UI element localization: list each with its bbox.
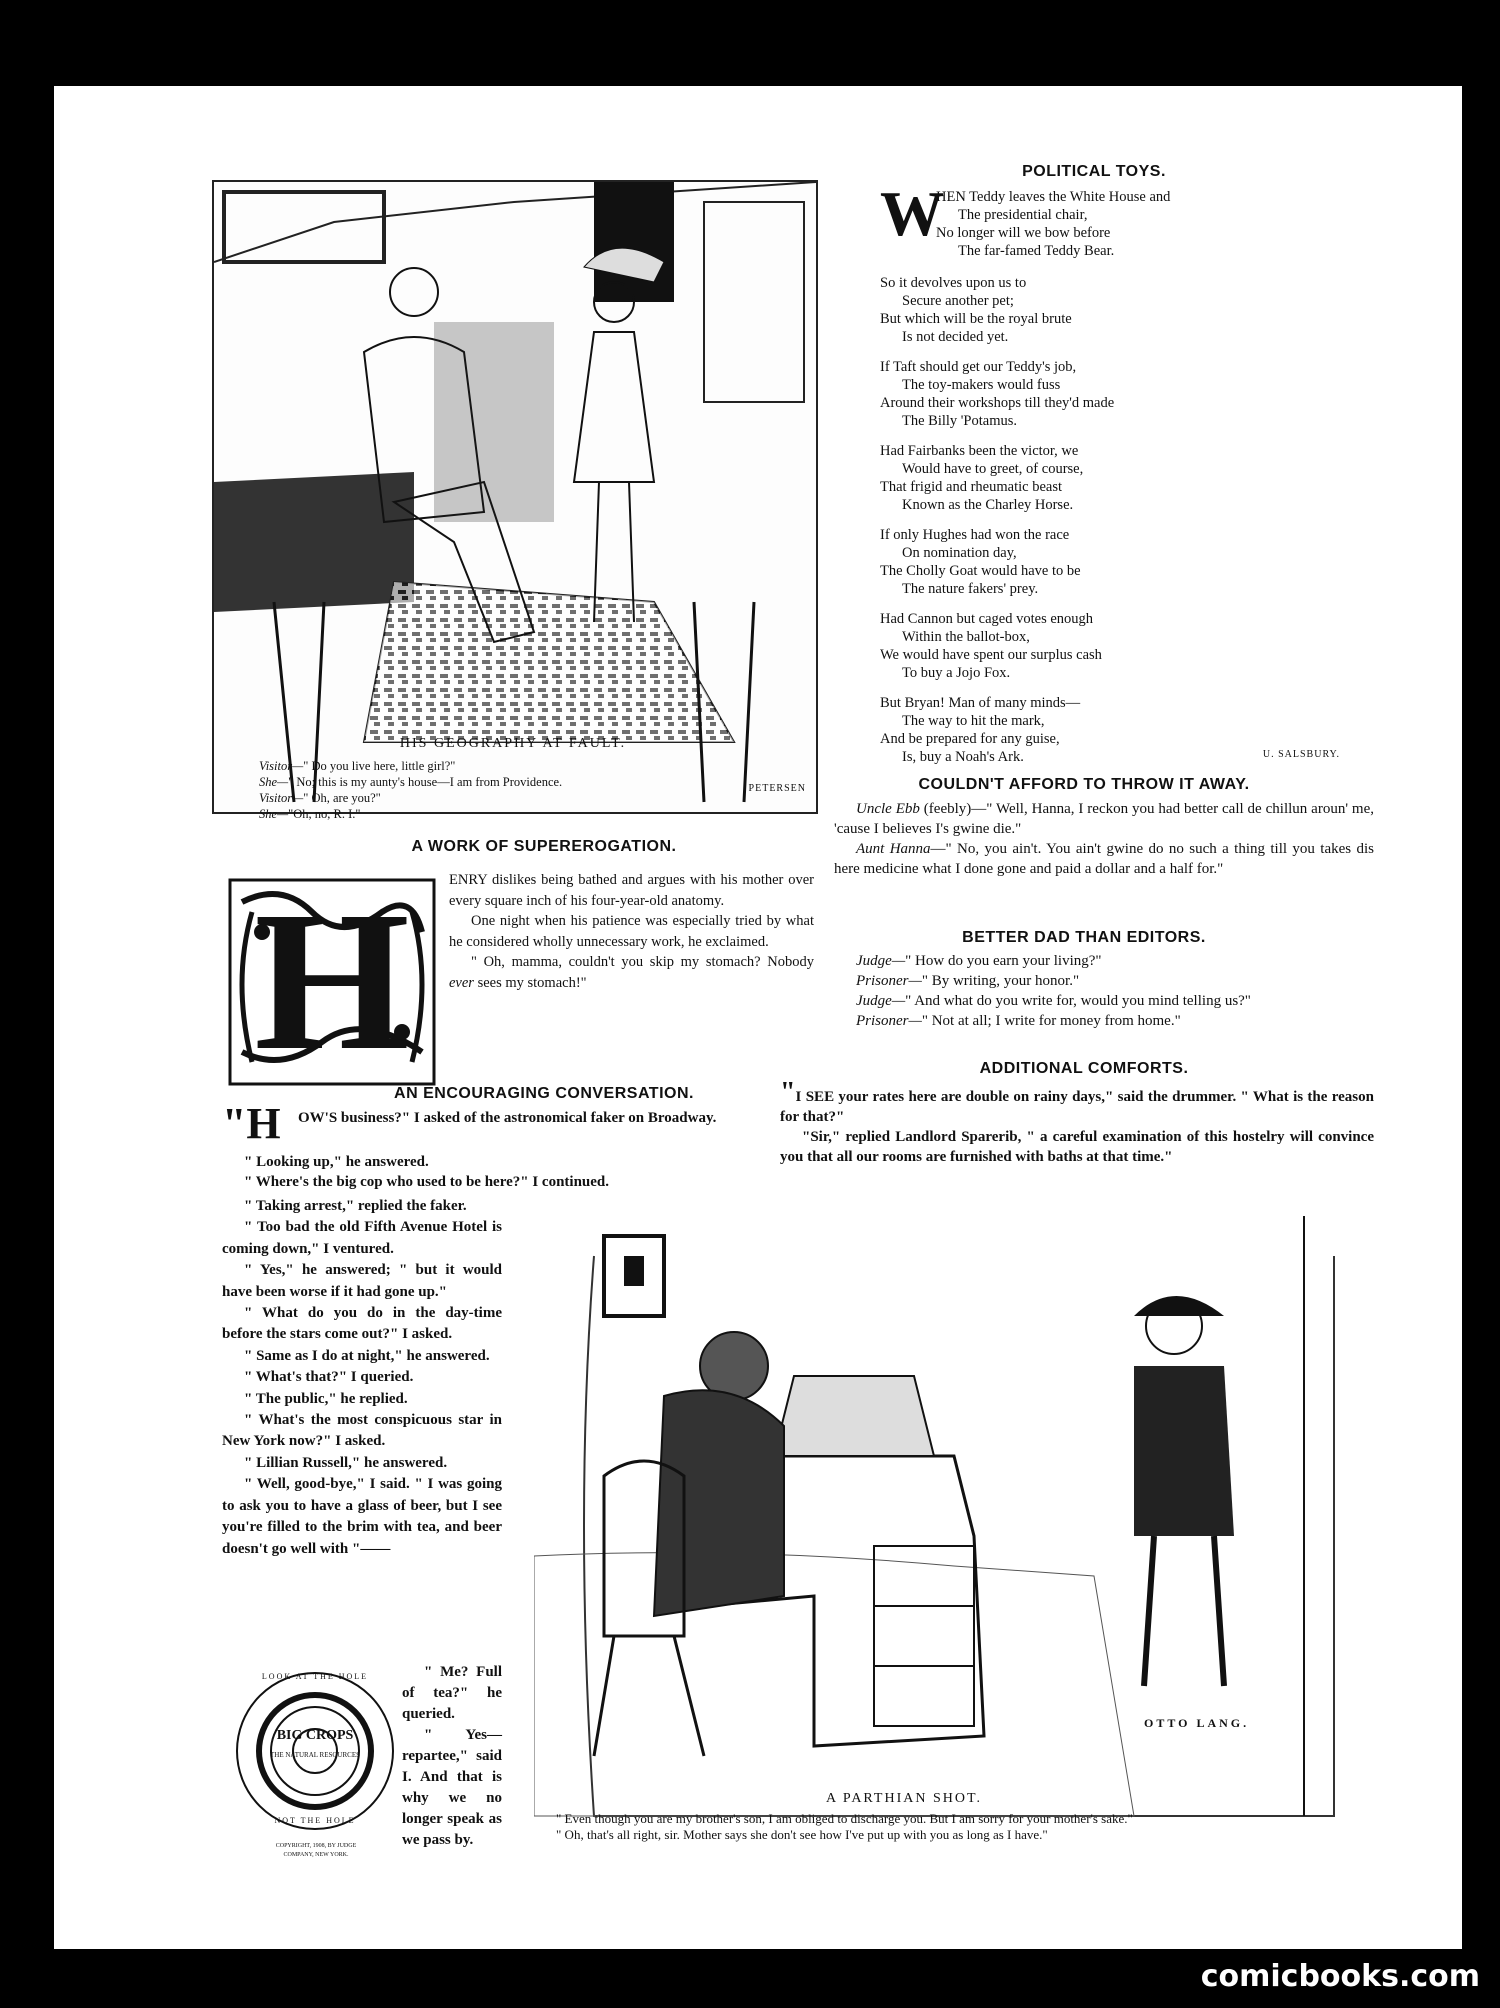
dialogue-line: She—" No; this is my aunty's house—I am from Providence.: [259, 775, 563, 789]
comforts-body: "I SEE your rates here are double on rainy days," said the drummer. " What is the reason for that?" "Sir," replied Landlord Sparerib, " a careful examination of this hostelry will convince you that all our rooms are furnished with baths at that time.": [780, 1077, 1374, 1165]
poem-stanza: Had Fairbanks been the victor, we Would have to greet, of course, That frigid and rheumatic beast Known as the Charley Horse.: [880, 443, 1084, 513]
conv-narrow: " Taking arrest," replied the faker. " Too bad the old Fifth Avenue Hotel is coming down," I ventured. " Yes," he answered; " but it would have been worse if it had gone up." " What do you do in the day-time before the stars come out?" I asked. " Same as I do at night," he answered. " What's that?" I queried. " The public," he replied. " What's the most conspicuous star in New York now?" I asked. " Lillian Russell," he answered. " Well, good-bye," I said. " I was going to ask you to have a glass of beer, but I see you're filled to the brim with tea, and beer doesn't go well with "——: [222, 1198, 502, 1557]
dialogue-line: Visitor—" Oh, are you?": [259, 791, 381, 805]
poem-stanza: Had Cannon but caged votes enough Within the ballot-box, We would have spent our surplus cash To buy a Jojo Fox.: [880, 611, 1102, 681]
work-dropcap: H: [254, 871, 410, 1092]
illustration-geography: [212, 180, 818, 814]
comforts-title: ADDITIONAL COMFORTS.: [979, 1060, 1189, 1077]
illustration-drawing: [214, 182, 816, 812]
caption-geography: HIS GEOGRAPHY AT FAULT.: [399, 736, 627, 751]
poem-stanza: But Bryan! Man of many minds— The way to hit the mark, And be prepared for any guise, Is, buy a Noah's Ark. U. SALSBURY.: [880, 695, 1340, 765]
seal-big: BIG CROPS: [276, 1728, 354, 1743]
comforts-open-quote: ": [780, 1077, 796, 1108]
dialogue-geography: [259, 758, 819, 822]
illustration-signature: OTTO LANG.: [1144, 1716, 1250, 1730]
dialogue-parthian: " Even though you are my brother's son, I am obliged to discharge you. But I am sorry for your mother's sake." " Oh, that's all right, sir. Mother says she don't see how I've put up with you as long as I have.": [556, 1811, 1133, 1842]
seal-outer-bottom: NOT THE HOLE: [274, 1816, 356, 1825]
seal-outer-top: LOOK AT THE HOLE: [261, 1672, 369, 1681]
dad-body: Judge—" How do you earn your living?" Prisoner—" By writing, your honor." Judge—" And what do you write for, would you mind telling us?" Prisoner—" Not at all; I write for money from home.": [856, 953, 1251, 1029]
seal-mid: THE NATURAL RESOURCES: [270, 1751, 360, 1759]
poem-stanza: If Taft should get our Teddy's job, The toy-makers would fuss Around their workshops till they'd made The Billy 'Potamus.: [880, 359, 1115, 429]
poem-stanza: So it devolves upon us to Secure another pet; But which will be the royal brute Is not decided yet.: [880, 275, 1072, 345]
conv-title: AN ENCOURAGING CONVERSATION.: [394, 1085, 694, 1102]
poem: [880, 178, 1360, 778]
conv-tail: " Me? Full of tea?" he queried. " Yes—repartee," said I. And that is why we no longer speak as we pass by.: [402, 1664, 502, 1848]
afford-body: Uncle Ebb (feebly)—" Well, Hanna, I reckon you had better call de chillun aroun' me, 'cause I believes I's gwine die." Aunt Hanna—" No, you ain't. You ain't gwine do no such a thing till you takes dis here medicine what I done gone and paid a dollar and a half for.": [834, 801, 1375, 877]
dialogue-line: Visitor—" Do you live here, little girl?": [259, 759, 456, 773]
illustration-drawing: [534, 1216, 1366, 1866]
poem-stanza: If only Hughes had won the race On nomination day, The Cholly Goat would have to be The nature fakers' prey.: [880, 527, 1081, 597]
seal-copyright: COPYRIGHT, 1908, BY JUDGE COMPANY, NEW YORK.: [275, 1843, 357, 1858]
footer-watermark: comicbooks.com: [1200, 1959, 1480, 1994]
afford-title: COULDN'T AFFORD TO THROW IT AWAY.: [918, 776, 1250, 793]
work-dropcap-ornament: [222, 872, 442, 1092]
poem-author: U. SALSBURY.: [1262, 749, 1340, 760]
work-body: ENRY dislikes being bathed and argues with his mother over every square inch of his four-year-old anatomy. One night when his patience was especially tried by what he considered wholly unnecessary work, he exclaimed. " Oh, mamma, couldn't you skip my stomach? Nobody ever sees my stomach!": [449, 872, 814, 991]
poem-title: POLITICAL TOYS.: [1022, 163, 1166, 180]
magazine-page: [54, 86, 1462, 1949]
illustration-parthian: [534, 1216, 1366, 1866]
big-crops-seal: [230, 1666, 400, 1836]
illustration-signature: PETERSEN: [748, 783, 806, 794]
work-title: A WORK OF SUPEREROGATION.: [411, 838, 677, 855]
poem-dropcap: W: [880, 178, 944, 249]
dialogue-line: She—"Oh, no, R. I.": [259, 807, 361, 821]
conv-wide: " Looking up," he answered. " Where's the big cop who used to be here?" I continued.: [244, 1154, 610, 1190]
poem-stanza: HEN Teddy leaves the White House and The presidential chair, No longer will we bow before The far-famed Teddy Bear.: [936, 189, 1171, 259]
caption-parthian: A PARTHIAN SHOT.: [825, 1791, 982, 1806]
dad-title: BETTER DAD THAN EDITORS.: [962, 929, 1206, 946]
conv-first: OW'S business?" I asked of the astronomical faker on Broadway.: [298, 1110, 717, 1126]
conv-dropcap: "H: [222, 1099, 281, 1148]
